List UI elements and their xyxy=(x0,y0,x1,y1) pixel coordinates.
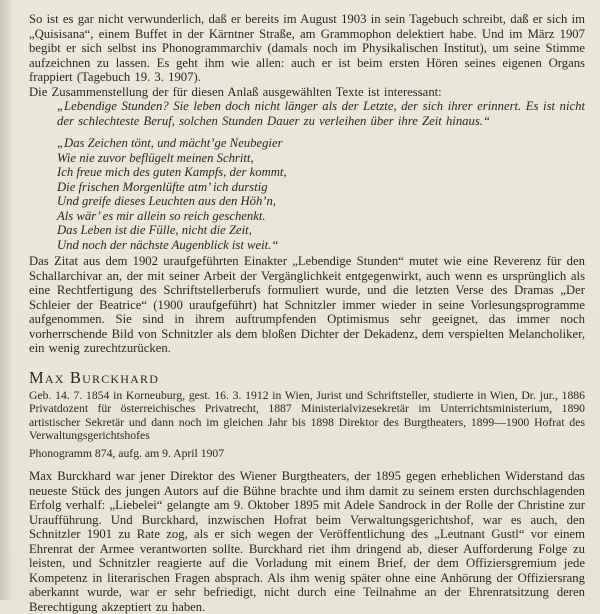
paragraph-lead-in: Die Zusammenstellung der für diesen Anlaß ausgewählten Texte ist interessant: xyxy=(29,84,442,99)
poem-line: Wie nie zuvor beflügelt meinen Schritt, xyxy=(57,150,254,165)
poem-line: Und noch der nächste Augenblick ist weit.“ xyxy=(57,237,279,252)
paragraph-zitat-commentary: Das Zitat aus dem 1902 uraufgeführten Einakter „Lebendige Stunden“ mutet wie eine Reverenz für den Schallarchivar an, der mit seiner Arbeit der Vergänglichkeit entgegenwirkt, auch wenn es ursprünglich als eine Rechtfertigung des Schriftstellerberufs formuliert wurde, und die letzten Verse des Dramas „Der Schleier der Beatrice“ (1900 uraufgeführt) hat Schnitzler immer wieder in seine Vorlesungsprogramme aufgenommen. Sie sind in ihrem auftrumpfenden Optimismus sehr geeignet, das immer noch vorherrschende Bild von Schnitzler als dem bloßen Dichter der Dekadenz, dem verspielten Melancholiker, ein wenig zurechtzurücken. xyxy=(29,254,585,355)
poem-line: Ich freue mich des guten Kampfs, der kommt, xyxy=(57,165,287,179)
paragraph-burckhard-commentary: Max Burckhard war jener Direktor des Wiener Burgtheaters, der 1895 gegen erheblichen Widerstand das neueste Stück des jungen Autors auf die Bühne brachte und ihm damit zu seinem ersten durchschlagenden Erfolg verhalf: „Liebelei“ gelangte am 9. Oktober 1895 mit Adele Sandrock in der Rolle der Christine zur Uraufführung. Und Burckhard, inzwischen Hofrat beim Verwaltungsgerichtshof, war es auch, den Schnitzler 1901 zu Rate zog, als er sich wegen der Veröffentlichung des „Leutnant Gustl“ vor einem Ehrenrat der Armee verantworten sollte. Burckhard riet ihm dringend ab, dieser Aufforderung Folge zu leisten, und Schnitzler reagierte auf die Vorladung mit einem Brief, der dem Offiziersgremium jede Kompetenz in literarischen Fragen absprach. Als ihm wenig später ohne eine Anhörung der Offiziersrang aberkannt wurde, war er sehr befriedigt, nicht durch eine Teilnahme an der Ehrenratsitzung deren Berechtigung akzeptiert zu haben. xyxy=(29,469,585,614)
poem-line: Das Leben ist die Fülle, nicht die Zeit, xyxy=(57,223,252,237)
poem-line: „Das Zeichen tönt, und mächt’ge Neubegier xyxy=(57,136,283,150)
biography-text: Geb. 14. 7. 1854 in Korneuburg, gest. 16. 3. 1912 in Wien, Jurist und Schriftsteller, studierte in Wien, Dr. jur., 1886 Privatdozent für österreichisches Privatrecht, 1887 Ministerialvizesekretär im Unterrichtsministerium, 1890 artistischer Sekretär und dann noch im gleichen Jahr bis 1898 Direktor des Burgtheaters, 1899—1900 Hofrat des Verwaltungsgerichtshofes xyxy=(29,388,585,443)
paragraph-intro: So ist es gar nicht verwunderlich, daß er bereits im August 1903 in sein Tagebuch schreibt, daß er sich im „Quisisana“, einem Buffet in der Kärntner Straße, am Grammophon delektiert habe. Und im März 1907 begibt er sich selbst ins Phonogrammarchiv (damals noch im Physikalischen Institut), um seine Stimme aufzeichnen zu lassen. Es geht ihm wie allen: auch er ist beim ersten Hören seines eigenen Organs frappiert (Tagebuch 19. 3. 1907). xyxy=(29,12,585,84)
quote-lebendige-stunden: „Lebendige Stunden? Sie leben doch nicht länger als der Letzte, der sich ihrer erinnert. Es ist nicht der schlechteste Beruf, solchen Stunden Dauer zu verleihen über ihre Zeit hinaus.“ xyxy=(57,99,585,128)
section-heading-max-burckhard: Max Burckhard xyxy=(29,367,160,387)
poem-line: Und greife dieses Leuchten aus den Höh’n, xyxy=(57,194,277,208)
poem-block xyxy=(57,136,585,252)
phonogram-reference: Phonogramm 874, aufg. am 9. April 1907 xyxy=(29,446,225,460)
poem-line: Als wär’ es mir allein so reich geschenkt. xyxy=(57,208,266,223)
poem-line: Die frischen Morgenlüfte atm’ ich durstig xyxy=(57,179,268,194)
